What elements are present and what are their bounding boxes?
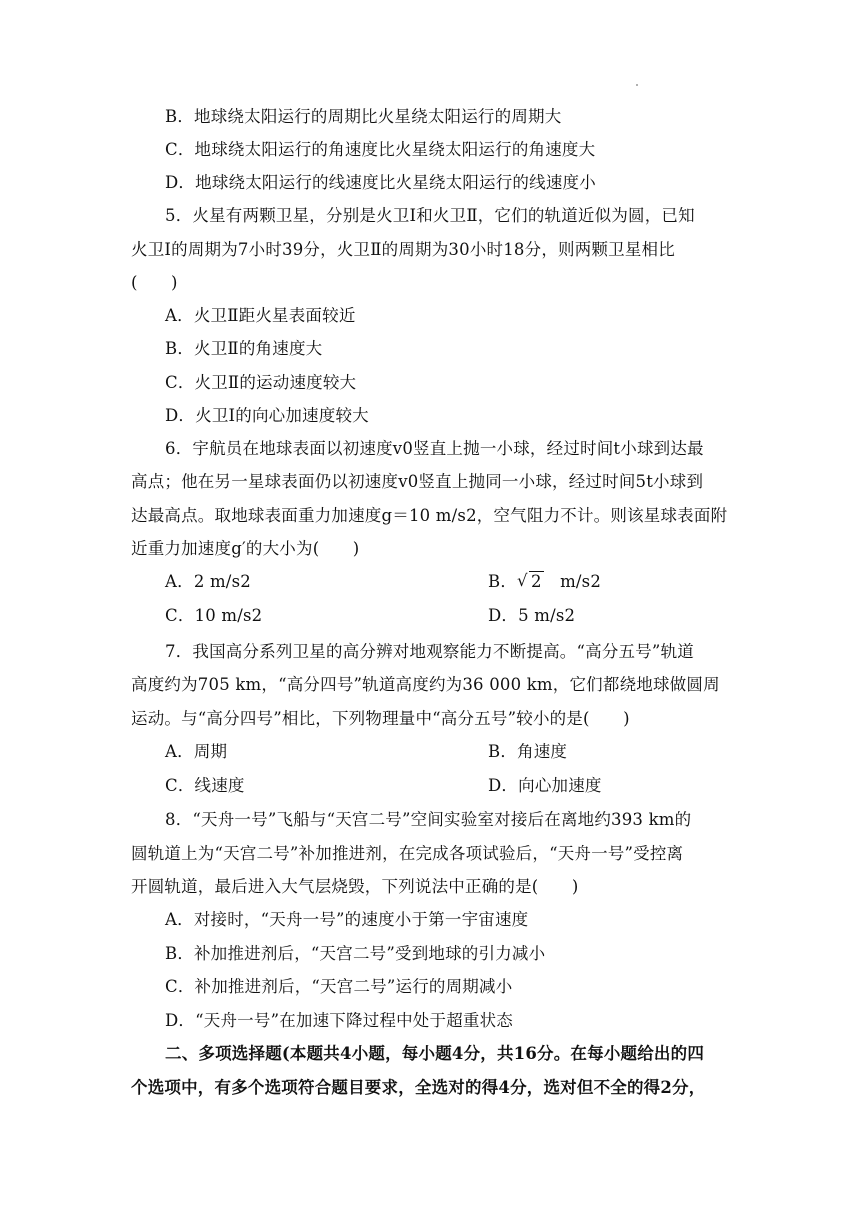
q8-text-line-5: B．补加推进剂后，“天宫二号”受到地球的引力减小	[165, 944, 546, 963]
q6-option-a: A．2 m/s2	[165, 572, 251, 591]
q7-option-b: B．角速度	[488, 742, 568, 761]
text-line-7: A．火卫Ⅱ距火星表面较近	[165, 306, 356, 325]
text-line-6: ( )	[131, 273, 178, 292]
text-line-1: B．地球绕太阳运行的周期比火星绕太阳运行的周期大	[165, 107, 562, 126]
text-line-12: 高点；他在另一星球表面仍以初速度v0竖直上抛同一小球，经过时间5t小球到	[131, 472, 704, 491]
q8-text-line-6: C．补加推进剂后，“天宫二号”运行的周期减小	[165, 977, 513, 996]
q7-option-d: D．向心加速度	[488, 776, 602, 795]
q7-option-c: C．线速度	[165, 776, 245, 795]
text-line-9: C．火卫Ⅱ的运动速度较大	[165, 373, 357, 392]
text-line-8: B．火卫Ⅱ的角速度大	[165, 339, 323, 358]
q8-text-line-7: D．“天舟一号”在加速下降过程中处于超重状态	[165, 1011, 513, 1030]
q8-text-line-3: 开圆轨道，最后进入大气层烧毁，下列说法中正确的是( )	[131, 877, 579, 896]
section-header-line-1: 二、多项选择题(本题共4小题，每小题4分，共16分。在每小题给出的四	[165, 1044, 705, 1063]
q7-text-line-1: 7．我国高分系列卫星的高分辨对地观察能力不断提高。“高分五号”轨道	[165, 642, 694, 661]
q7-text-line-3: 运动。与“高分四号”相比，下列物理量中“高分五号”较小的是( )	[131, 709, 630, 728]
q6-option-d: D．5 m/s2	[488, 606, 576, 625]
q8-text-line-1: 8．“天舟一号”飞船与“天宫二号”空间实验室对接后在离地约393 km的	[165, 810, 692, 829]
text-line-3: D．地球绕太阳运行的线速度比火星绕太阳运行的线速度小	[165, 173, 596, 192]
q7-text-line-2: 高度约为705 km，“高分四号”轨道高度约为36 000 km，它们都绕地球做圆周	[131, 675, 720, 694]
q6-option-b: B．√ 2 m/s2	[488, 571, 601, 593]
text-line-10: D．火卫Ⅰ的向心加速度较大	[165, 406, 369, 425]
section-header-line-2: 个选项中，有多个选项符合题目要求，全选对的得4分，选对但不全的得2分，	[131, 1078, 706, 1097]
text-line-4: 5．火星有两颗卫星，分别是火卫Ⅰ和火卫Ⅱ，它们的轨道近似为圆，已知	[165, 206, 695, 225]
q7-option-a: A．周期	[165, 742, 228, 761]
q6-option-c: C．10 m/s2	[165, 606, 263, 625]
q8-text-line-2: 圆轨道上为“天宫二号”补加推进剂，在完成各项试验后，“天舟一号”受控离	[131, 844, 684, 863]
q8-text-line-4: A．对接时，“天舟一号”的速度小于第一宇宙速度	[165, 910, 529, 929]
text-line-14: 近重力加速度g′的大小为( )	[131, 539, 360, 558]
text-line-13: 达最高点。取地球表面重力加速度g＝10 m/s2，空气阻力不计。则该星球表面附	[131, 506, 728, 525]
text-line-5: 火卫Ⅰ的周期为7小时39分，火卫Ⅱ的周期为30小时18分，则两颗卫星相比	[131, 240, 675, 259]
page-mark	[636, 84, 638, 86]
text-line-2: C．地球绕太阳运行的角速度比火星绕太阳运行的角速度大	[165, 140, 596, 159]
text-line-11: 6．宇航员在地球表面以初速度v0竖直上抛一小球，经过时间t小球到达最	[165, 439, 704, 458]
sqrt-symbol: √ 2	[517, 571, 544, 593]
